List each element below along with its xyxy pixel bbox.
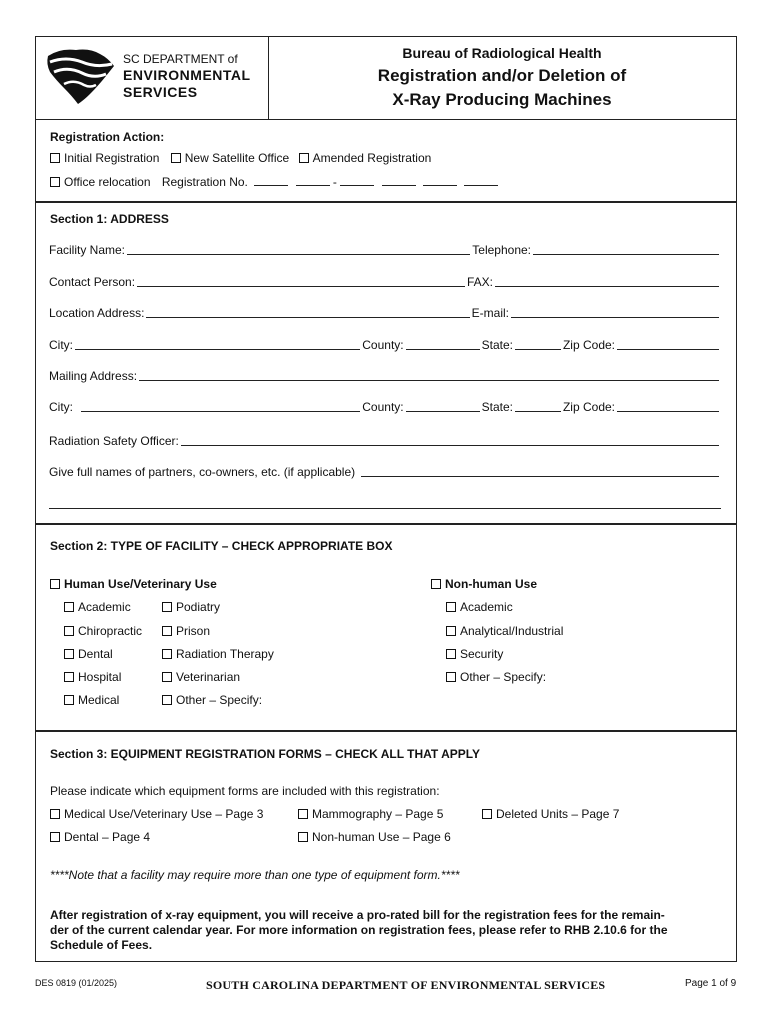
nonhuman-type-analytical xyxy=(446,624,563,638)
medical-form-checkbox[interactable] xyxy=(50,809,60,819)
security-label: Security xyxy=(460,647,504,661)
form-mammography xyxy=(298,807,443,821)
form-title-line1: Registration and/or Deletion of xyxy=(377,66,627,85)
human-type-veterinarian xyxy=(162,670,240,684)
section3-intro: Please indicate which equipment forms are included with this registration: xyxy=(50,784,440,798)
human-type-radiation-therapy xyxy=(162,647,274,661)
initial-registration-checkbox[interactable] xyxy=(50,153,60,163)
reg-no-field-6[interactable] xyxy=(464,174,498,186)
human-type-prison xyxy=(162,624,210,638)
security-checkbox[interactable] xyxy=(446,649,456,659)
partners-row xyxy=(49,465,721,479)
form-code: DES 0819 (01/2025) xyxy=(35,978,118,988)
new-satellite-office-label: New Satellite Office xyxy=(184,151,290,165)
chiropractic-checkbox[interactable] xyxy=(64,626,74,636)
city-label: City: xyxy=(49,338,73,352)
human-type-hospital xyxy=(64,670,121,684)
telephone-field[interactable] xyxy=(533,244,719,255)
mailing-county-label: County: xyxy=(362,400,404,414)
human-other-label: Other – Specify: xyxy=(176,693,263,707)
dental-label: Dental xyxy=(78,647,113,661)
deleted-units-form-checkbox[interactable] xyxy=(482,809,492,819)
nonhuman-academic-checkbox[interactable] xyxy=(446,602,456,612)
section1-rule xyxy=(35,201,737,203)
page-number: Page 1 of 9 xyxy=(685,978,737,989)
form-nonhuman xyxy=(298,830,451,844)
section1-title: Section 1: ADDRESS xyxy=(50,212,169,226)
fees-paragraph-line3: Schedule of Fees. xyxy=(50,938,153,952)
registration-action-label: Registration Action: xyxy=(50,130,165,144)
facility-name-label: Facility Name: xyxy=(49,243,126,257)
academic-checkbox[interactable] xyxy=(64,602,74,612)
zip-label: Zip Code: xyxy=(562,338,615,352)
agency-name: SOUTH CAROLINA DEPARTMENT OF ENVIRONMENTAL SERVICES xyxy=(206,978,606,992)
reg-no-field-5[interactable] xyxy=(423,174,457,186)
fax-field[interactable] xyxy=(495,276,719,287)
prison-label: Prison xyxy=(176,624,211,638)
partners-field-continued[interactable] xyxy=(49,497,721,509)
human-type-dental xyxy=(64,647,113,661)
location-address-label: Location Address: xyxy=(49,306,145,320)
county-field[interactable] xyxy=(406,339,480,350)
reg-no-field-4[interactable] xyxy=(382,174,416,186)
section3-title: Section 3: EQUIPMENT REGISTRATION FORMS – CHECK ALL THAT APPLY xyxy=(50,747,481,761)
nonhuman-form-checkbox[interactable] xyxy=(298,832,308,842)
county-label: County: xyxy=(362,338,404,352)
deleted-units-form-label: Deleted Units – Page 7 xyxy=(496,807,620,821)
telephone-label: Telephone: xyxy=(472,243,531,257)
veterinarian-checkbox[interactable] xyxy=(162,672,172,682)
hospital-checkbox[interactable] xyxy=(64,672,74,682)
radiation-therapy-checkbox[interactable] xyxy=(162,649,172,659)
dental-form-label: Dental – Page 4 xyxy=(64,830,151,844)
mailing-address-row xyxy=(49,369,721,383)
mammography-form-checkbox[interactable] xyxy=(298,809,308,819)
medical-label: Medical xyxy=(78,693,120,707)
nonhuman-use-row xyxy=(431,577,537,591)
logo-line2: ENVIRONMENTAL xyxy=(123,67,251,83)
human-use-label: Human Use/Veterinary Use xyxy=(64,577,217,591)
nonhuman-type-security xyxy=(446,647,503,661)
rso-label: Radiation Safety Officer: xyxy=(49,434,179,448)
mailing-county-field[interactable] xyxy=(406,401,480,412)
location-address-row xyxy=(49,306,721,320)
nonhuman-other-checkbox[interactable] xyxy=(446,672,456,682)
city-field[interactable] xyxy=(75,339,360,350)
mailing-city-field[interactable] xyxy=(81,401,360,412)
registration-action-row1 xyxy=(50,151,431,165)
sc-state-logo-icon xyxy=(46,46,118,106)
nonhuman-other-label: Other – Specify: xyxy=(460,670,547,684)
logo-line3: SERVICES xyxy=(123,84,198,100)
reg-no-field-2[interactable] xyxy=(296,174,330,186)
fees-paragraph-line1: After registration of x-ray equipment, you will receive a pro-rated bill for the registration fees for the remain- xyxy=(50,908,665,922)
form-dental xyxy=(50,830,150,844)
academic-label: Academic xyxy=(78,600,131,614)
dental-checkbox[interactable] xyxy=(64,649,74,659)
podiatry-checkbox[interactable] xyxy=(162,602,172,612)
human-type-other xyxy=(162,693,262,707)
email-label: E-mail: xyxy=(471,306,509,320)
podiatry-label: Podiatry xyxy=(176,600,221,614)
mammography-form-label: Mammography – Page 5 xyxy=(312,807,444,821)
human-type-academic xyxy=(64,600,131,614)
amended-registration-label: Amended Registration xyxy=(312,151,432,165)
nonhuman-type-academic xyxy=(446,600,513,614)
fax-label: FAX: xyxy=(466,275,493,289)
hospital-label: Hospital xyxy=(78,670,122,684)
human-use-checkbox[interactable] xyxy=(50,579,60,589)
veterinarian-label: Veterinarian xyxy=(176,670,241,684)
nonhuman-type-other xyxy=(446,670,546,684)
registration-number-label: Registration No. xyxy=(161,175,248,189)
header-rule xyxy=(35,119,737,120)
mailing-state-label: State: xyxy=(481,400,513,414)
medical-form-label: Medical Use/Veterinary Use – Page 3 xyxy=(64,807,264,821)
facility-name-row xyxy=(49,243,721,257)
dental-form-checkbox[interactable] xyxy=(50,832,60,842)
zip-field[interactable] xyxy=(617,339,719,350)
initial-registration-label: Initial Registration xyxy=(64,151,160,165)
medical-checkbox[interactable] xyxy=(64,695,74,705)
analytical-industrial-checkbox[interactable] xyxy=(446,626,456,636)
human-type-medical xyxy=(64,693,119,707)
nonhuman-use-checkbox[interactable] xyxy=(431,579,441,589)
registration-action-row2: Office relocation Registration No. - xyxy=(50,174,498,189)
equipment-note: ****Note that a facility may require more than one type of equipment form.**** xyxy=(50,868,460,882)
state-field[interactable] xyxy=(515,339,561,350)
human-use-row xyxy=(50,577,217,591)
contact-person-row xyxy=(49,275,721,289)
contact-person-field[interactable] xyxy=(137,276,465,287)
state-label: State: xyxy=(481,338,513,352)
bureau-name: Bureau of Radiological Health xyxy=(402,45,602,61)
nonhuman-academic-label: Academic xyxy=(460,600,513,614)
contact-person-label: Contact Person: xyxy=(49,275,136,289)
amended-registration-checkbox[interactable] xyxy=(299,153,309,163)
section2-rule xyxy=(35,523,737,525)
form-title-line2: X-Ray Producing Machines xyxy=(392,90,612,109)
new-satellite-office-checkbox[interactable] xyxy=(171,153,181,163)
office-relocation-label: Office relocation xyxy=(64,175,151,189)
form-medical xyxy=(50,807,263,821)
partners-field[interactable] xyxy=(361,466,719,477)
reg-no-field-3[interactable] xyxy=(340,174,374,186)
section2-title: Section 2: TYPE OF FACILITY – CHECK APPROPRIATE BOX xyxy=(50,539,393,553)
mailing-city-label: City: xyxy=(49,400,73,414)
rso-row xyxy=(49,434,721,448)
human-type-podiatry xyxy=(162,600,220,614)
mailing-address-label: Mailing Address: xyxy=(49,369,138,383)
chiropractic-label: Chiropractic xyxy=(78,624,143,638)
reg-no-field-1[interactable] xyxy=(254,174,288,186)
nonhuman-form-label: Non-human Use – Page 6 xyxy=(312,830,451,844)
human-other-checkbox[interactable] xyxy=(162,695,172,705)
radiation-therapy-label: Radiation Therapy xyxy=(176,647,274,661)
mailing-state-field[interactable] xyxy=(515,401,561,412)
analytical-industrial-label: Analytical/Industrial xyxy=(460,624,564,638)
prison-checkbox[interactable] xyxy=(162,626,172,636)
human-type-chiropractic xyxy=(64,624,142,638)
office-relocation-checkbox[interactable] xyxy=(50,177,60,187)
mailing-address-field[interactable] xyxy=(139,370,719,381)
city-row-1 xyxy=(49,338,721,352)
email-field[interactable] xyxy=(511,307,719,318)
form-deleted-units xyxy=(482,807,619,821)
section3-rule xyxy=(35,730,737,732)
city-row-2 xyxy=(49,400,721,414)
mailing-zip-field[interactable] xyxy=(617,401,719,412)
facility-name-field[interactable] xyxy=(127,244,470,255)
mailing-zip-label: Zip Code: xyxy=(562,400,615,414)
partners-label: Give full names of partners, co-owners, etc. (if applicable) xyxy=(49,465,356,479)
nonhuman-use-label: Non-human Use xyxy=(445,577,538,591)
logo-line1: SC DEPARTMENT of xyxy=(123,52,238,66)
location-address-field[interactable] xyxy=(146,307,469,318)
fees-paragraph-line2: der of the current calendar year. For more information on registration fees, please refer to RHB 2.10.6 for the xyxy=(50,923,668,937)
rso-field[interactable] xyxy=(181,435,719,446)
